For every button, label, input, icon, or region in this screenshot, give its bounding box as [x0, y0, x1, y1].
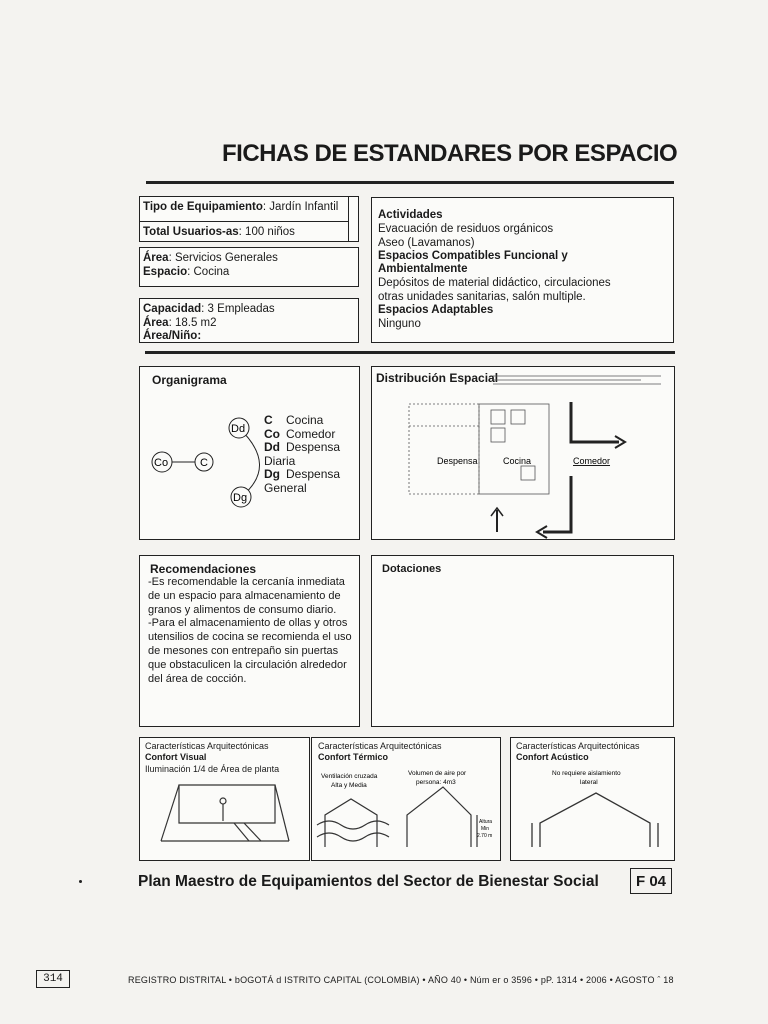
actividad-item: Aseo (Lavamanos) [378, 237, 475, 249]
page-title: FICHAS DE ESTANDARES POR ESPACIO [222, 140, 678, 167]
tipo-equipamiento [143, 200, 338, 214]
room-comedor: Comedor [573, 456, 611, 466]
actividad-item: Evacuación de residuos orgánicos [378, 223, 554, 235]
espacio-label: Espacio [143, 266, 188, 278]
legend-text: Diaria [264, 453, 296, 468]
area2-value: : 18.5 m2 [168, 317, 217, 329]
termico-note: Alta y Media [331, 782, 367, 789]
tipo-label: Tipo de Equipamiento [143, 201, 263, 213]
page-number: 314 [36, 970, 70, 988]
area-value: : Servicios Generales [168, 252, 278, 264]
compat-line: otras unidades sanitarias, salón multiple. [378, 291, 586, 303]
legend-text: Cocina [286, 413, 324, 427]
ficha-divider [139, 221, 349, 222]
confort-acustico-drawing [510, 737, 675, 861]
legend-text: Comedor [286, 426, 336, 441]
node-dd: Dd [231, 423, 246, 435]
termico-note: 2.70 m [477, 833, 493, 839]
confort-visual-drawing [139, 737, 310, 861]
usuarios-label: Total Usuarios-as [143, 226, 239, 238]
adapt-title: Espacios Adaptables [378, 304, 494, 316]
distribucion-title: Distribución Espacial [376, 371, 499, 385]
room-despensa: Despensa [437, 456, 478, 466]
room-cocina: Cocina [503, 456, 532, 466]
dotaciones-title: Dotaciones [382, 563, 442, 575]
recomendacion-line: -Es recomendable la cercanía inmediata [148, 576, 345, 588]
recomendacion-line: -Para el almacenamiento de ollas y otros [148, 617, 348, 630]
legend-code: Co [264, 426, 280, 441]
area-label: Área [143, 252, 169, 264]
ficha-vline [348, 196, 349, 242]
confort-visual-text: Iluminación 1/4 de Área de planta [145, 764, 280, 774]
espacio-value: : Cocina [187, 266, 230, 278]
termico-note: persona: 4m3 [416, 779, 456, 786]
capacidad [143, 302, 275, 316]
capacidad-label: Capacidad [143, 303, 202, 315]
legend-text: Despensa [286, 440, 341, 454]
confort-visual-subtitle: Confort Visual [145, 752, 207, 762]
recomendaciones-title: Recomendaciones [150, 562, 257, 576]
confort-visual-title: Características Arquitectónicas [145, 741, 269, 751]
floorplan-diagram [371, 366, 675, 540]
confort-termico-title: Características Arquitectónicas [318, 741, 442, 751]
confort-termico-subtitle: Confort Térmico [318, 752, 389, 762]
organigrama-title: Organigrama [152, 373, 227, 387]
bullet-dot [79, 880, 82, 883]
area2-label: Área [143, 317, 169, 329]
area [143, 251, 278, 265]
legend-text: General [264, 480, 307, 495]
recomendacion-line: de un espacio para almacenamiento de [148, 589, 341, 602]
compat-title: Espacios Compatibles Funcional y [378, 250, 568, 262]
node-c: C [200, 457, 208, 469]
legend-code: Dd [264, 440, 280, 454]
compat-line: Depósitos de material didáctico, circulaciones [378, 277, 611, 289]
recomendacion-line: del área de cocción. [148, 672, 247, 685]
ficha-code: F 04 [630, 868, 672, 894]
node-co: Co [154, 457, 169, 469]
legend-text: Despensa [286, 467, 341, 481]
legend-code: C [264, 413, 273, 427]
actividades-title: Actividades [378, 209, 443, 221]
total-usuarios [143, 225, 295, 239]
confort-acustico-subtitle: Confort Acústico [516, 752, 589, 762]
dotaciones-box [371, 555, 674, 727]
termico-note: Ventilación cruzada [321, 773, 378, 780]
usuarios-value: : 100 niños [238, 226, 295, 238]
node-dg: Dg [233, 492, 248, 504]
area-m2 [143, 316, 217, 330]
adapt-value: Ninguno [378, 318, 421, 330]
termico-note: Min [481, 826, 490, 832]
espacio [143, 265, 229, 279]
termico-note: Altura [479, 819, 493, 825]
plan-maestro-title: Plan Maestro de Equipamientos del Sector de Bienestar Social [138, 873, 599, 890]
area-nino: Área/Niño: [143, 330, 202, 342]
compat-title-2: Ambientalmente [378, 263, 468, 275]
recomendacion-line: de mesones con entrepaño sin puertas [148, 644, 339, 657]
tipo-value: : Jardín Infantil [262, 201, 339, 213]
registro-footer: REGISTRO DISTRITAL • bOGOTÁ d ISTRITO CAPITAL (COLOMBIA) • AÑO 40 • Núm er o 3596 • pP. 1314 • 2006 • AGOSTO ˆ 18 [128, 975, 674, 985]
section-divider [145, 351, 675, 354]
acustico-note: No requiere aislamiento [552, 770, 621, 777]
confort-acustico-title: Características Arquitectónicas [516, 741, 640, 751]
acustico-note: lateral [580, 779, 598, 786]
recomendacion-line: que obstaculicen la circulación alrededor [148, 658, 347, 671]
confort-termico-drawing [311, 737, 501, 861]
organigrama-legend [264, 414, 340, 495]
recomendacion-line: utensilios de cocina se recomienda el uso [148, 631, 352, 644]
capacidad-value: : 3 Empleadas [201, 303, 275, 315]
title-underline [146, 181, 674, 184]
recomendaciones-text [148, 576, 352, 686]
legend-code: Dg [264, 467, 280, 481]
termico-note: Volumen de aire por [408, 770, 467, 777]
recomendacion-line: granos y alimentos de consumo diario. [148, 603, 337, 616]
